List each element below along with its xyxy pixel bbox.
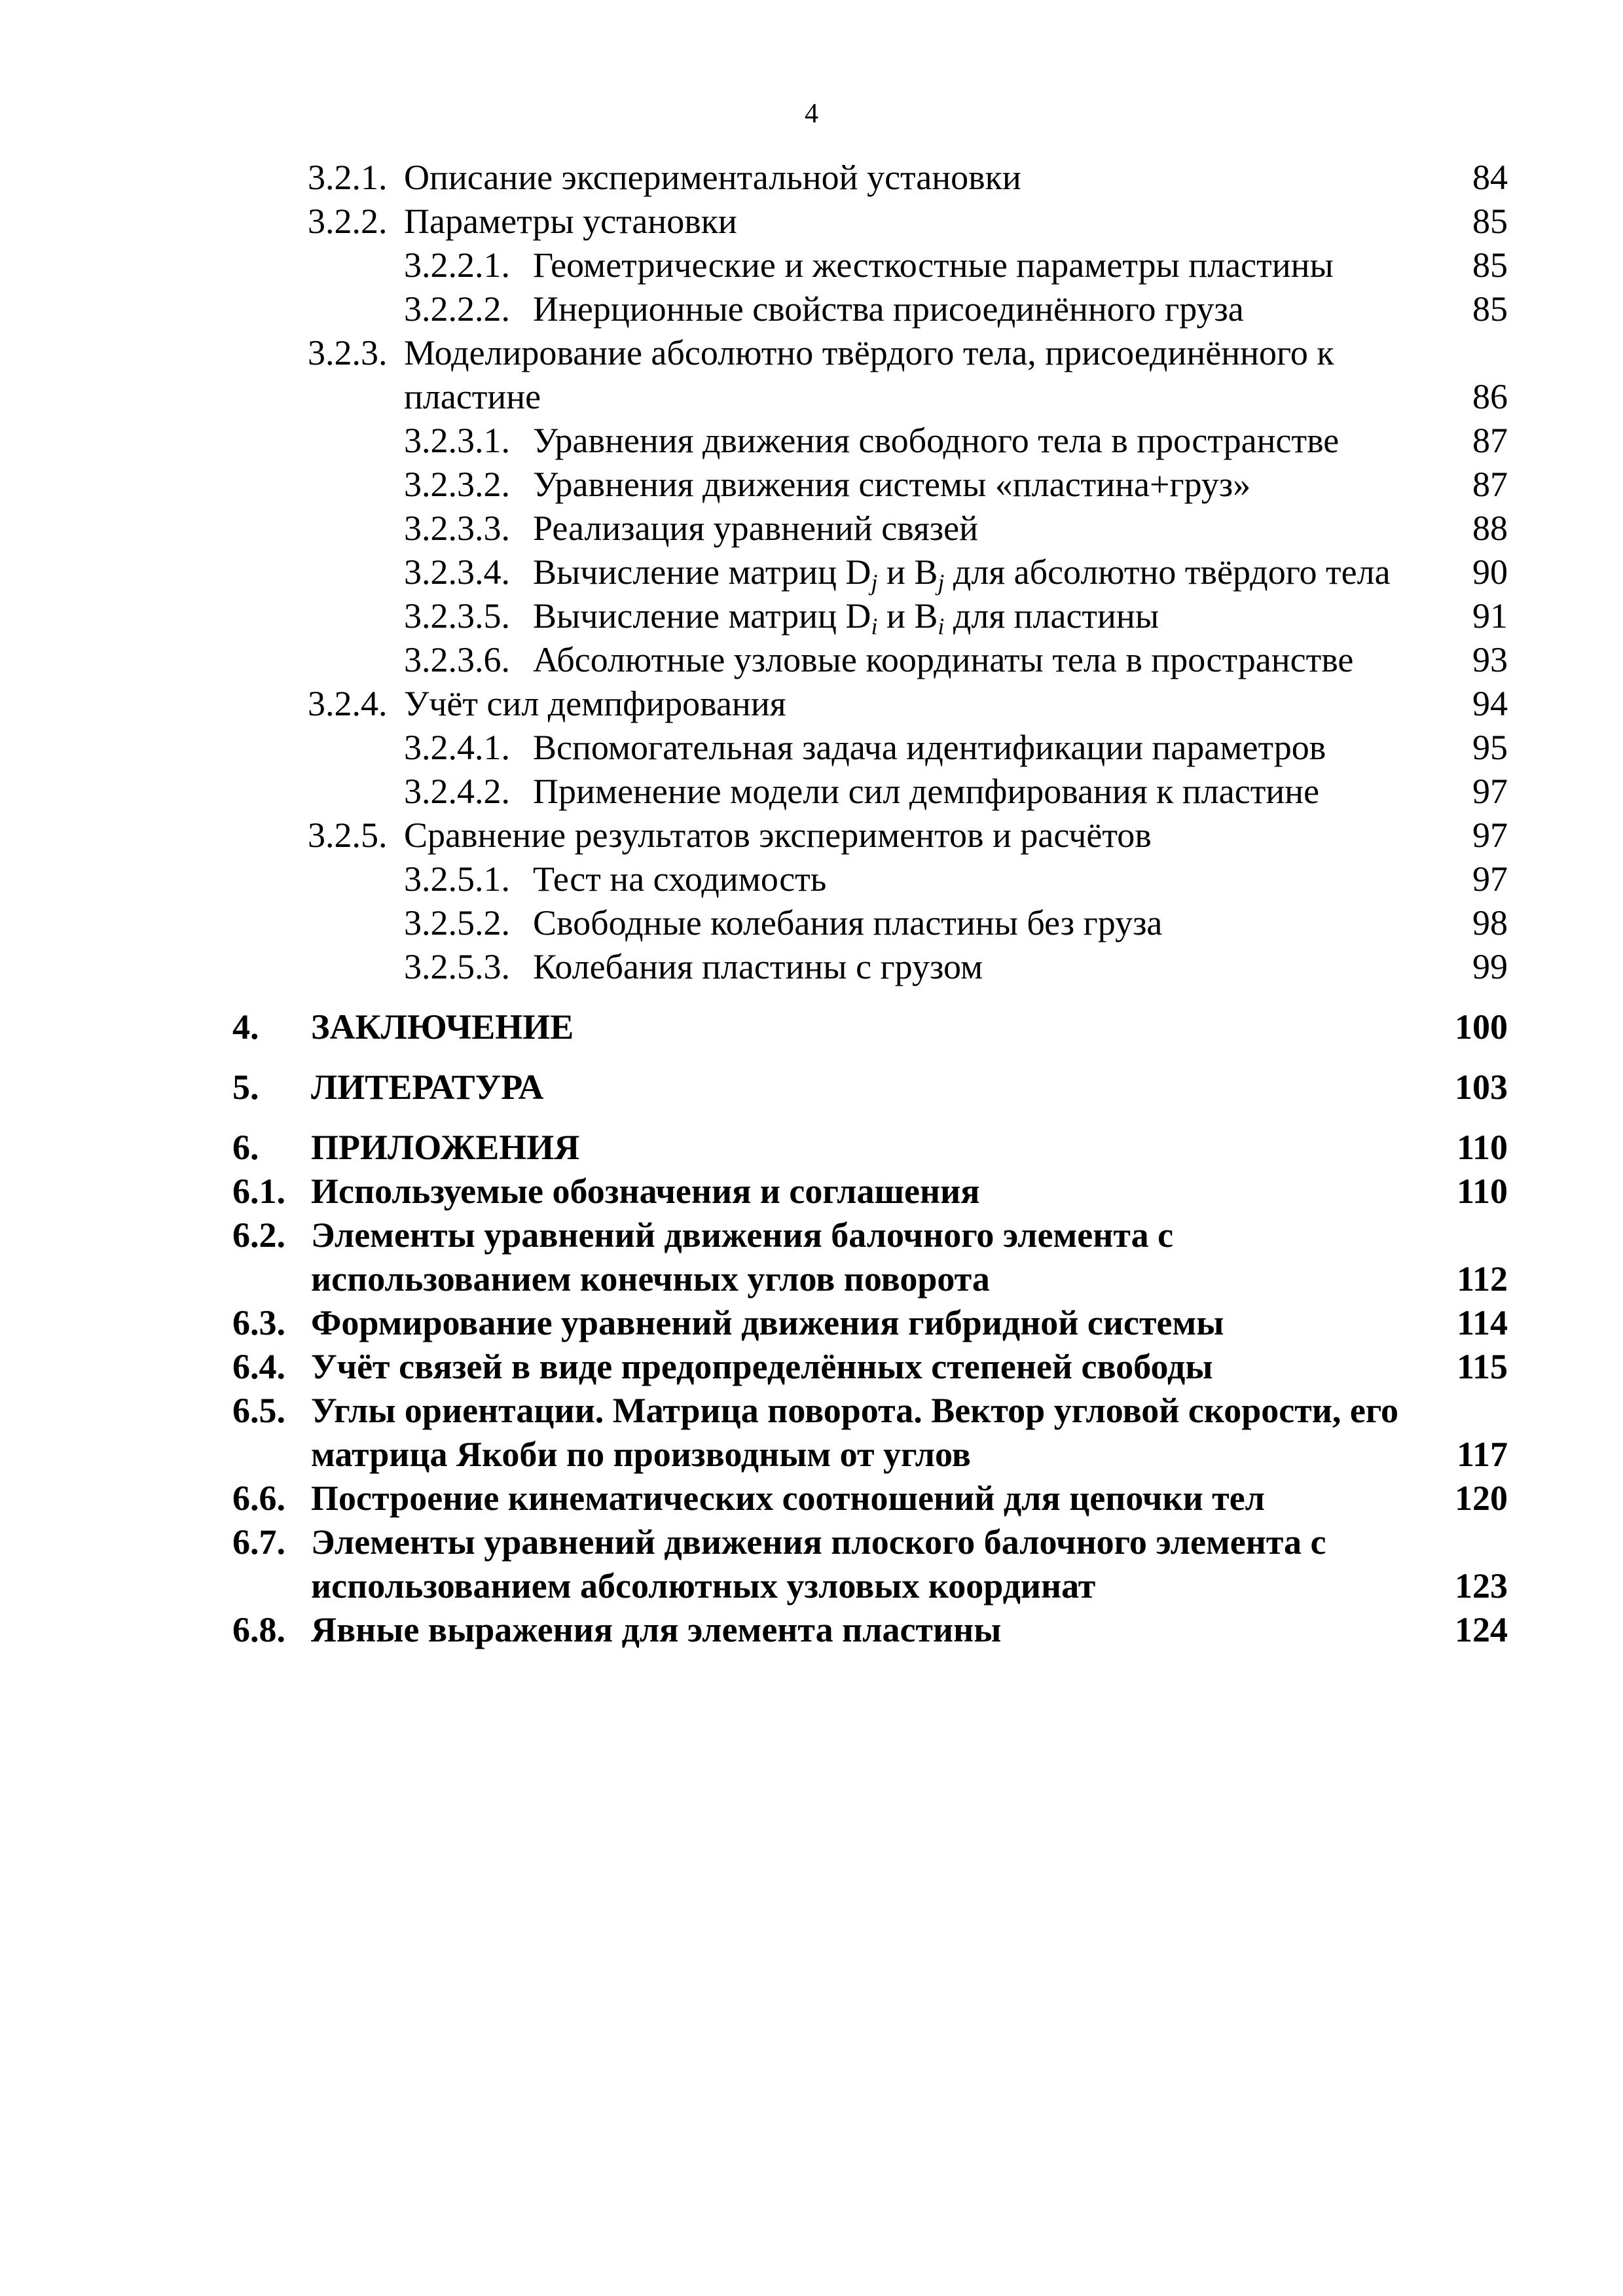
toc-number: 3.2.3.1. (404, 421, 510, 460)
toc-title: Учёт сил демпфирования (404, 684, 786, 723)
toc-title: Явные выражения для элемента пластины (311, 1610, 1002, 1649)
toc-number: 3.2.3.6. (404, 640, 510, 679)
toc-page: 84 (1472, 158, 1508, 197)
toc-title-cont: пластине (404, 377, 541, 416)
toc-entry-6-4[interactable] (0, 1344, 1623, 1389)
toc-page: 112 (1456, 1259, 1508, 1299)
toc-page: 85 (1472, 202, 1508, 241)
toc-page: 95 (1472, 728, 1508, 767)
toc-page: 94 (1472, 684, 1508, 723)
toc-number: 3.2.5.1. (404, 859, 510, 899)
toc-entry-6-8[interactable] (0, 1607, 1623, 1652)
page-number: 4 (805, 99, 818, 129)
toc-title: Тест на сходимость (533, 859, 827, 899)
toc-page: 100 (1455, 1007, 1508, 1047)
toc-title: Уравнения движения свободного тела в пространстве (533, 421, 1340, 460)
toc-page: 98 (1472, 903, 1508, 942)
toc-entry-6-5[interactable] (0, 1388, 1623, 1433)
toc-title: Применение модели сил демпфирования к пластине (533, 772, 1320, 811)
toc-page: 114 (1456, 1303, 1508, 1342)
toc-number: 3.2.5.2. (404, 903, 510, 942)
toc-number: 3.2.5. (308, 816, 388, 855)
toc-title: Учёт связей в виде предопределённых степеней свободы (311, 1347, 1213, 1386)
toc-number: 3.2.4.2. (404, 772, 510, 811)
toc-title: Абсолютные узловые координаты тела в пространстве (533, 640, 1354, 679)
toc-page: 97 (1472, 859, 1508, 899)
toc-page: 110 (1456, 1128, 1508, 1167)
toc-title: Описание экспериментальной установки (404, 158, 1021, 197)
toc-title: Вычисление матриц $D_j$ и $B_j$ для абсолютно твёрдого тела (533, 552, 1391, 596)
toc-number: 3.2.4. (308, 684, 388, 723)
toc-entry-6-2[interactable] (0, 1213, 1623, 1257)
toc-title: ПРИЛОЖЕНИЯ (311, 1128, 580, 1167)
toc-title: ЗАКЛЮЧЕНИЕ (311, 1007, 574, 1047)
toc-title: Геометрические и жесткостные параметры пластины (533, 245, 1334, 285)
toc-number: 6.3. (232, 1303, 285, 1342)
toc-number: 5. (232, 1067, 259, 1107)
toc-title: Свободные колебания пластины без груза (533, 903, 1163, 942)
toc-entry-6-5-cont[interactable] (0, 1432, 1623, 1477)
toc-entry-6-7[interactable] (0, 1520, 1623, 1564)
toc-title: Элементы уравнений движения плоского балочного элемента с (311, 1522, 1326, 1562)
toc-title: Формирование уравнений движения гибридной системы (311, 1303, 1224, 1342)
toc-number: 6.2. (232, 1215, 285, 1255)
toc-page: 110 (1456, 1172, 1508, 1211)
toc-page: 115 (1456, 1347, 1508, 1386)
toc-page: 117 (1456, 1435, 1508, 1474)
toc-page: 86 (1472, 377, 1508, 416)
toc-number: 3.2.3.5. (404, 596, 510, 636)
toc-title-cont: использованием конечных углов поворота (311, 1259, 990, 1299)
toc-entry-6-1[interactable] (0, 1169, 1623, 1213)
toc-number: 3.2.1. (308, 158, 388, 197)
toc-number: 6. (232, 1128, 259, 1167)
toc-title: Реализация уравнений связей (533, 509, 978, 548)
toc-entry-5[interactable] (0, 1065, 1623, 1109)
toc-entry-6-7-cont[interactable] (0, 1564, 1623, 1608)
toc-entry-6-2-cont[interactable] (0, 1257, 1623, 1301)
toc-number: 3.2.2.1. (404, 245, 510, 285)
toc-title: Параметры установки (404, 202, 737, 241)
toc-page: 103 (1455, 1067, 1508, 1107)
toc-title-cont: матрица Якоби по производным от углов (311, 1435, 971, 1474)
toc-title: Вычисление матриц $D_i$ и $B_i$ для пластины (533, 596, 1159, 639)
toc-number: 3.2.3.2. (404, 465, 510, 504)
toc-entry-4[interactable] (0, 1005, 1623, 1049)
toc-title: Углы ориентации. Матрица поворота. Вектор угловой скорости, его (311, 1391, 1399, 1430)
toc-number: 6.6. (232, 1479, 285, 1518)
toc-number: 6.8. (232, 1610, 285, 1649)
toc-page: 97 (1472, 816, 1508, 855)
toc-page: 93 (1472, 640, 1508, 679)
toc-title: Элементы уравнений движения балочного элемента с (311, 1215, 1174, 1255)
toc-title-cont: использованием абсолютных узловых координат (311, 1566, 1096, 1605)
toc-title: Уравнения движения системы «пластина+груз» (533, 465, 1251, 504)
toc-title: Колебания пластины с грузом (533, 947, 983, 986)
toc-page: 85 (1472, 245, 1508, 285)
toc-page: 85 (1472, 289, 1508, 329)
toc-number: 3.2.5.3. (404, 947, 510, 986)
toc-title: ЛИТЕРАТУРА (311, 1067, 544, 1107)
toc-title: Используемые обозначения и соглашения (311, 1172, 980, 1211)
toc-page: 97 (1472, 772, 1508, 811)
toc-number: 3.2.4.1. (404, 728, 510, 767)
toc-title: Вспомогательная задача идентификации параметров (533, 728, 1326, 767)
toc-page: 91 (1472, 596, 1508, 636)
toc-number: 3.2.3.4. (404, 552, 510, 592)
toc-page: 87 (1472, 465, 1508, 504)
toc-page: 87 (1472, 421, 1508, 460)
toc-number: 3.2.2.2. (404, 289, 510, 329)
toc-title: Сравнение результатов экспериментов и расчётов (404, 816, 1152, 855)
toc-entry-6-6[interactable] (0, 1476, 1623, 1520)
toc-number: 4. (232, 1007, 259, 1047)
toc-number: 3.2.3.3. (404, 509, 510, 548)
toc-number: 3.2.3. (308, 333, 388, 372)
toc-number: 6.5. (232, 1391, 285, 1430)
toc-page: 123 (1455, 1566, 1508, 1605)
toc-entry-6[interactable] (0, 1125, 1623, 1170)
toc-title: Инерционные свойства присоединённого груза (533, 289, 1244, 329)
toc-number: 6.1. (232, 1172, 285, 1211)
toc-number: 3.2.2. (308, 202, 388, 241)
toc-page: 124 (1455, 1610, 1508, 1649)
toc-title: Построение кинематических соотношений для цепочки тел (311, 1479, 1265, 1518)
toc-page: 120 (1455, 1479, 1508, 1518)
toc-number: 6.4. (232, 1347, 285, 1386)
toc-entry-6-3[interactable] (0, 1300, 1623, 1345)
toc-page: 90 (1472, 552, 1508, 592)
toc-number: 6.7. (232, 1522, 285, 1562)
toc-page: 99 (1472, 947, 1508, 986)
toc-title: Моделирование абсолютно твёрдого тела, присоединённого к (404, 333, 1334, 372)
toc-page: 88 (1472, 509, 1508, 548)
